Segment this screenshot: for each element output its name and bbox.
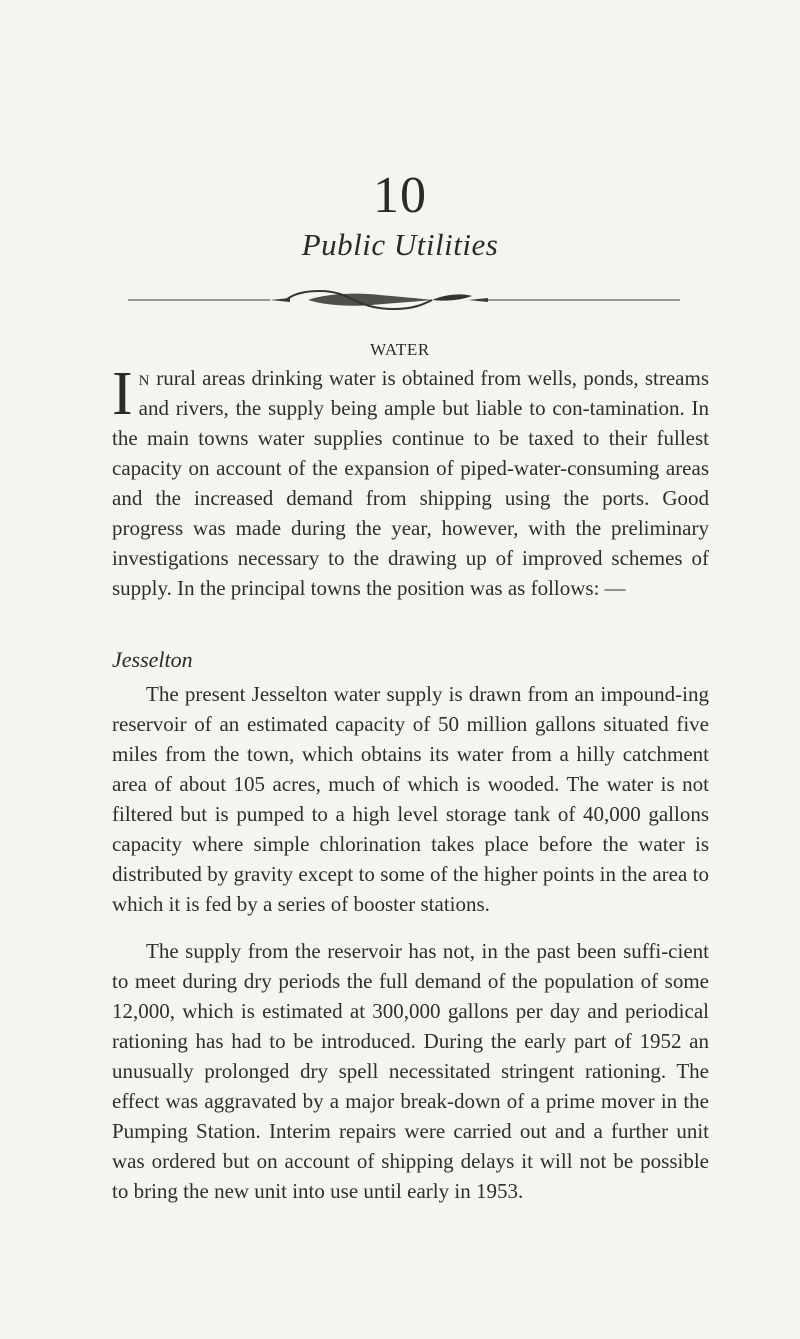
body-paragraph-2: The supply from the reservoir has not, in the past been suffi-cient to meet during dry periods the full demand of the population of some 12,000, which is estimated at 300,000 gallons per day and periodical rationing has had to be introduced. During the early part of 1952 an unusually prolonged dry spell necessitated stringent rationing. The effect was aggravated by a major break-down of a prime mover in the Pumping Station. Interim repairs were carried out and a further unit was ordered but on account of shipping delays it will not be possible to bring the new unit into use until early in 1953. [112, 939, 709, 1203]
chapter-number: 10 [373, 167, 427, 224]
subsection-title: Jesselton [112, 647, 193, 672]
drop-cap: I [112, 360, 133, 428]
intro-text: rural areas drinking water is obtained from wells, ponds, streams and rivers, the supply being ample but liable to con-tamination. In the main towns water supplies continue to be taxed to their fullest capacity on account of the expansion of piped-water-consuming areas and the increased demand from shipping using the ports. Good progress was made during the year, however, with the preliminary investigations necessary to the drawing up of improved schemes of supply. In the principal towns the position was as follows: — [112, 366, 709, 600]
intro-paragraph [112, 360, 709, 603]
body-paragraph-1: The present Jesselton water supply is drawn from an impound-ing reservoir of an estimated capacity of 50 million gallons situated five miles from the town, which obtains its water from a hilly catchment area of about 105 acres, much of which is wooded. The water is not filtered but is pumped to a high level storage tank of 40,000 gallons capacity where simple chlorination takes place before the water is distributed by gravity except to some of the higher points in the area to which it is fed by a series of booster stations. [112, 682, 709, 916]
ornamental-rule-icon [128, 286, 680, 314]
intro-first-word-rest: n [138, 366, 151, 390]
chapter-title: Public Utilities [301, 227, 499, 262]
section-heading: WATER [370, 340, 430, 359]
